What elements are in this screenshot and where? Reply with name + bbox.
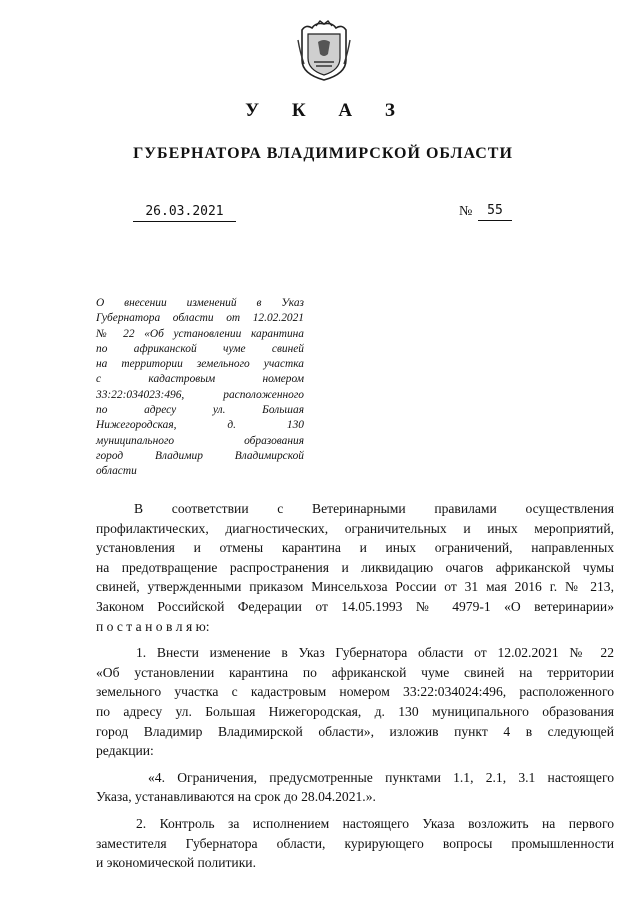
body-line: и экономической политики. bbox=[96, 855, 256, 871]
preamble-paragraph bbox=[96, 499, 614, 636]
body-line: свиней, утвержденными приказом Минсельхоза России от 31 мая 2016 г. № 213, bbox=[96, 579, 614, 595]
subject-line: по африканской чуме свиней bbox=[96, 342, 304, 355]
subject-line: 33:22:034023:496, расположенного bbox=[96, 388, 304, 401]
item-1-paragraph bbox=[96, 643, 614, 761]
body-line: на предотвращение распространения и ликвидацию очагов африканской чумы bbox=[96, 559, 614, 575]
body-line: заместителя Губернатора области, курирующего вопросы промышленности bbox=[96, 835, 614, 851]
document-date: 26.03.2021 bbox=[133, 204, 236, 222]
body-line: редакции: bbox=[96, 743, 154, 759]
document-body bbox=[96, 499, 614, 873]
subject-line: с кадастровым номером bbox=[96, 373, 304, 386]
coat-of-arms-icon bbox=[296, 20, 352, 82]
body-line: по адресу ул. Большая Нижегородская, д. 130 муниципального образования bbox=[96, 703, 614, 719]
subject-line: на территории земельного участка bbox=[96, 358, 304, 371]
subject-line: Губернатора области от 12.02.2021 bbox=[96, 312, 304, 325]
subject-line: город Владимир Владимирской bbox=[96, 449, 304, 462]
body-line: п о с т а н о в л я ю: bbox=[96, 618, 210, 634]
body-line: 2. Контроль за исполнением настоящего Указа возложить на первого bbox=[136, 815, 614, 831]
number-sign: № bbox=[459, 204, 473, 219]
quote-paragraph bbox=[96, 768, 614, 807]
document-subject bbox=[96, 296, 304, 480]
subject-line: области bbox=[96, 465, 137, 478]
subject-line: муниципального образования bbox=[96, 434, 304, 447]
document-number: 55 bbox=[478, 203, 512, 221]
subject-line: Нижегородская, д. 130 bbox=[96, 419, 304, 432]
item-2-paragraph bbox=[96, 814, 614, 873]
body-line: земельного участка с кадастровым номером 33:22:034024:496, расположенного bbox=[96, 684, 614, 700]
body-line: «4. Ограничения, предусмотренные пунктами 1.1, 2.1, 3.1 настоящего bbox=[148, 769, 614, 785]
body-line: профилактических, диагностических, ограничительных и иных мероприятий, bbox=[96, 520, 614, 536]
subject-line: по адресу ул. Большая bbox=[96, 404, 304, 417]
subject-line: О внесении изменений в Указ bbox=[96, 297, 304, 309]
body-line: «Об установлении карантина по африканской чуме свиней на территории bbox=[96, 664, 614, 680]
body-line: В соответствии с Ветеринарными правилами осуществления bbox=[134, 501, 614, 516]
document-issuer: ГУБЕРНАТОРА ВЛАДИМИРСКОЙ ОБЛАСТИ bbox=[133, 145, 513, 162]
subject-line: № 22 «Об установлении карантина bbox=[96, 327, 304, 340]
body-line: Законом Российской Федерации от 14.05.1993 № 4979-1 «О ветеринарии» bbox=[96, 598, 614, 614]
body-line: Указа, устанавливаются на срок до 28.04.2021.». bbox=[96, 789, 376, 805]
body-line: установления и отмены карантина и иных ограничений, направленных bbox=[96, 540, 614, 556]
document-title: У К А З bbox=[245, 100, 409, 121]
body-line: 1. Внести изменение в Указ Губернатора области от 12.02.2021 № 22 bbox=[136, 645, 614, 661]
body-line: город Владимир Владимирской области», изложив пункт 4 в следующей bbox=[96, 723, 614, 739]
